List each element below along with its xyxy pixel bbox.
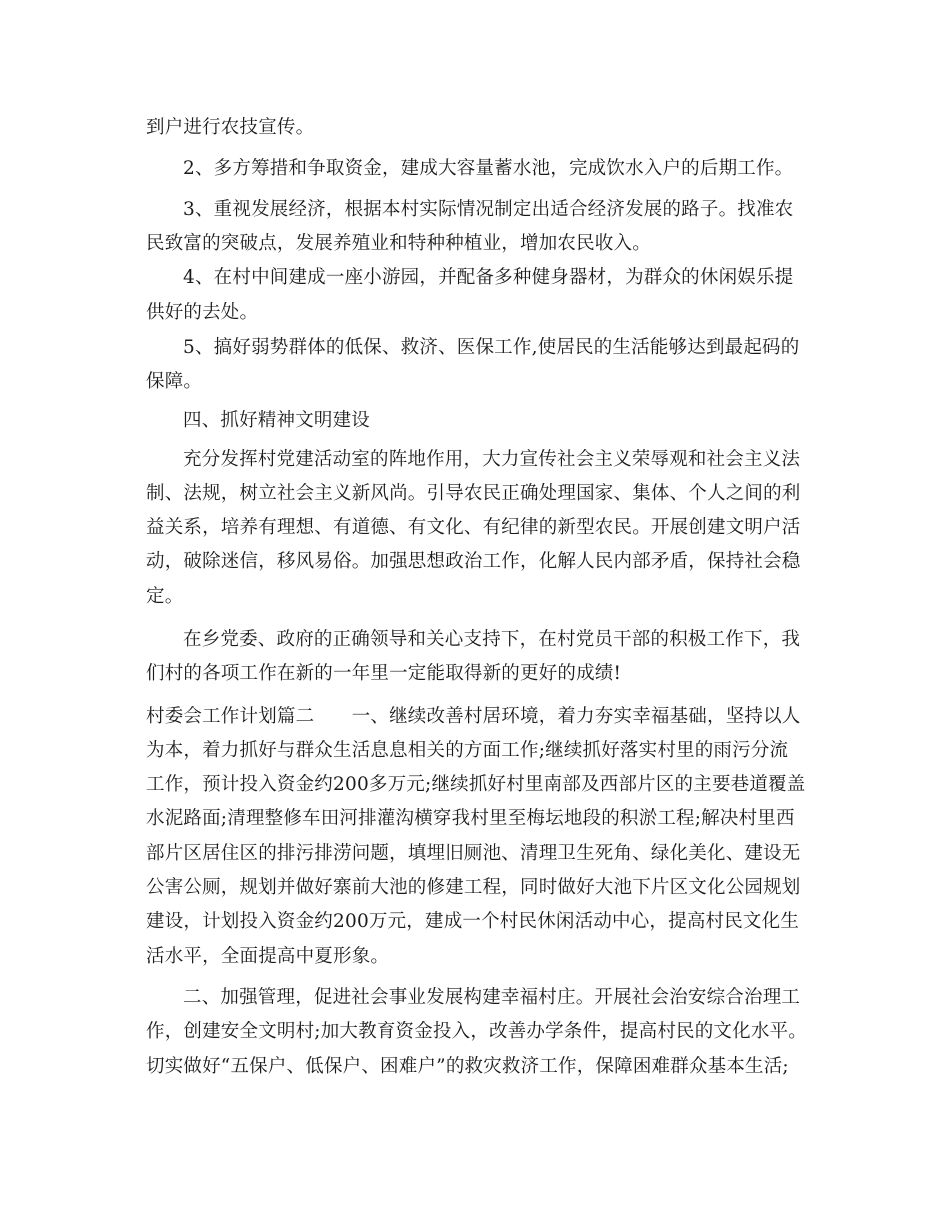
text-line: 动，破除迷信，移风易俗。加强思想政治工作，化解人民内部矛盾，保持社会稳 — [146, 551, 801, 572]
text-line: 5、搞好弱势群体的低保、救济、医保工作,使居民的生活能够达到最起码的 — [183, 337, 800, 358]
text-line: 水泥路面;清理整修车田河排灌沟横穿我村里至梅坛地段的积淤工程;解决村里西 — [146, 808, 795, 829]
text-line: 充分发挥村党建活动室的阵地作用，大力宣传社会主义荣辱观和社会主义法 — [183, 449, 801, 470]
text-line: 为本，着力抓好与群众生活息息相关的方面工作;继续抓好落实村里的雨污分流 — [146, 740, 789, 761]
text-line: 保障。 — [146, 371, 203, 392]
text-line: 4、在村中间建成一座小游园，并配备多种健身器材，为群众的休闲娱乐提 — [183, 267, 794, 288]
text-line: 2、多方筹措和争取资金，建成大容量蓄水池，完成饮水入户的后期工作。 — [183, 158, 794, 179]
text-line: 切实做好“五保户、低保户、困难户”的救灾救济工作，保障困难群众基本生活; — [146, 1056, 789, 1077]
text-line: 二、加强管理，促进社会事业发展构建幸福村庄。开展社会治安综合治理工 — [183, 987, 801, 1008]
text-line: 建设，计划投入资金约200万元，建成一个村民休闲活动中心，提高村民文化生 — [146, 911, 800, 932]
text-line: 工作，预计投入资金约200多万元;继续抓好村里南部及西部片区的主要巷道覆盖 — [146, 774, 806, 795]
text-line: 到户进行农技宣传。 — [146, 117, 315, 138]
text-line: 部片区居住区的排污排涝问题，填埋旧厕池、清理卫生死角、绿化美化、建设无 — [146, 843, 801, 864]
text-line: 3、重视发展经济，根据本村实际情况制定出适合经济发展的路子。找准农 — [183, 199, 794, 220]
text-line: 益关系，培养有理想、有道德、有文化、有纪律的新型农民。开展创建文明户活 — [146, 517, 801, 538]
text-line: 作，创建安全文明村;加大教育资金投入，改善办学条件，提高村民的文化水平。 — [146, 1021, 807, 1042]
text-line: 供好的去处。 — [146, 302, 259, 323]
text-line: 公害公厕，规划并做好寨前大池的修建工程，同时做好大池下片区文化公园规划 — [146, 877, 801, 898]
section-heading: 四、抓好精神文明建设 — [183, 410, 371, 431]
text-line: 们村的各项工作在新的一年里一定能取得新的更好的成绩! — [146, 663, 622, 684]
text-line: 民致富的突破点，发展养殖业和特种种植业，增加农民收入。 — [146, 233, 651, 254]
section-title-line: 村委会工作计划篇二 一、继续改善村居环境，着力夯实幸福基础，坚持以人 — [146, 706, 801, 727]
text-line: 活水平，全面提高中夏形象。 — [146, 946, 390, 967]
text-line: 制、法规，树立社会主义新风尚。引导农民正确处理国家、集体、个人之间的利 — [146, 483, 801, 504]
text-line: 在乡党委、政府的正确领导和关心支持下，在村党员干部的积极工作下，我 — [183, 629, 801, 650]
text-line: 定。 — [146, 586, 184, 607]
